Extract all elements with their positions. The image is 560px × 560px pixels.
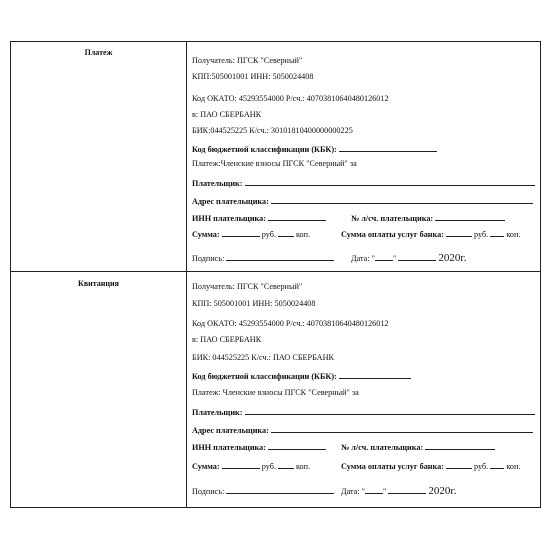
sum-kop-field[interactable] [278,228,294,237]
receipt-year-text: 2020г. [428,485,457,497]
receipt-sum-kop-field[interactable] [278,460,294,469]
bik-corr-account-text: БИК:044525225 К/сч.: 30101810400000000225 [192,126,353,135]
bank-fee-kop-field[interactable] [490,228,504,237]
receipt-bank-fee-rub-field[interactable] [446,460,472,469]
receipt-date-quote: " [382,487,387,496]
receipt-fee-kop-label: коп. [506,462,521,471]
signature-label: Подпись: [192,254,225,263]
fee-rub-label: руб. [474,230,489,239]
payer-address-field[interactable] [271,195,533,204]
receipt-bank-fee-kop-field[interactable] [490,460,504,469]
bank-text: в: ПАО СБЕРБАНК [192,110,262,119]
receipt-payer-address-label: Адрес плательщика: [192,426,269,435]
receipt-recipient-text: Получатель: ПГСК "Северный" [192,282,303,291]
bank-fee-rub-field[interactable] [446,228,472,237]
kop-label: коп. [296,230,311,239]
payer-field[interactable] [245,177,535,186]
receipt-payer-label: Плательщик: [192,408,243,417]
section-divider [11,271,540,272]
receipt-bank-fee-label: Сумма оплаты услуг банка: [341,462,444,471]
okato-account-text: Код ОКАТО: 45293554000 Р/сч.: 40703810640480126012 [192,94,389,103]
account-number-label: № л/сч. плательщика: [351,214,434,223]
payment-section-title: Платеж [84,48,113,57]
payer-label: Плательщик: [192,179,243,188]
receipt-date-day-field[interactable] [365,485,383,494]
receipt-kbk-label: Код бюджетной классификации (КБК): [192,372,337,381]
receipt-sum-label: Сумма: [192,462,220,471]
receipt-account-number-label: № л/сч. плательщика: [341,443,424,452]
column-divider [186,42,187,507]
receipt-bik-corr-account-text: БИК: 044525225 К/сч.: ПАО СБЕРБАНК [192,353,334,362]
receipt-sum-rub-field[interactable] [222,460,260,469]
sum-rub-field[interactable] [222,228,260,237]
receipt-kop-label: коп. [296,462,311,471]
purpose-text: Платеж:Членские взносы ПГСК "Северный" за [192,159,357,168]
date-label: Дата: " [351,254,375,263]
receipt-date-month-field[interactable] [388,485,426,494]
account-number-field[interactable] [435,212,505,221]
receipt-date-label: Дата: " [341,487,365,496]
payment-form [10,41,541,508]
date-month-field[interactable] [398,252,436,261]
receipt-payer-inn-label: ИНН плательщика: [192,443,266,452]
receipt-account-number-field[interactable] [425,441,495,450]
receipt-okato-account-text: Код ОКАТО: 45293554000 Р/сч.: 40703810640480126012 [192,319,389,328]
receipt-payer-inn-field[interactable] [268,441,326,450]
date-day-field[interactable] [375,252,393,261]
sum-label: Сумма: [192,230,220,239]
bank-fee-label: Сумма оплаты услуг банка: [341,230,444,239]
receipt-payer-field[interactable] [245,406,535,415]
receipt-signature-label: Подпись: [192,487,225,496]
receipt-payer-address-field[interactable] [271,424,533,433]
kbk-field[interactable] [339,143,437,152]
receipt-fee-rub-label: руб. [474,462,489,471]
kbk-label: Код бюджетной классификации (КБК): [192,145,337,154]
receipt-kbk-field[interactable] [339,370,411,379]
year-text: 2020г. [438,252,467,264]
fee-kop-label: коп. [506,230,521,239]
receipt-kpp-inn-text: КПП: 505001001 ИНН: 5050024408 [192,299,316,308]
receipt-bank-text: в: ПАО СБЕРБАНК [192,335,262,344]
signature-field[interactable] [226,252,334,261]
rub-label: руб. [261,230,276,239]
date-quote: " [392,254,397,263]
payer-inn-field[interactable] [268,212,326,221]
payer-address-label: Адрес плательщика: [192,197,269,206]
receipt-signature-field[interactable] [226,485,334,494]
recipient-text: Получатель: ПГСК "Северный" [192,56,303,65]
receipt-rub-label: руб. [261,462,276,471]
receipt-purpose-text: Платеж: Членские взносы ПГСК "Северный" за [192,388,359,397]
payer-inn-label: ИНН плательщика: [192,214,266,223]
receipt-section-title: Квитанция [78,279,119,288]
kpp-inn-text: КПП:505001001 ИНН: 5050024408 [192,72,314,81]
